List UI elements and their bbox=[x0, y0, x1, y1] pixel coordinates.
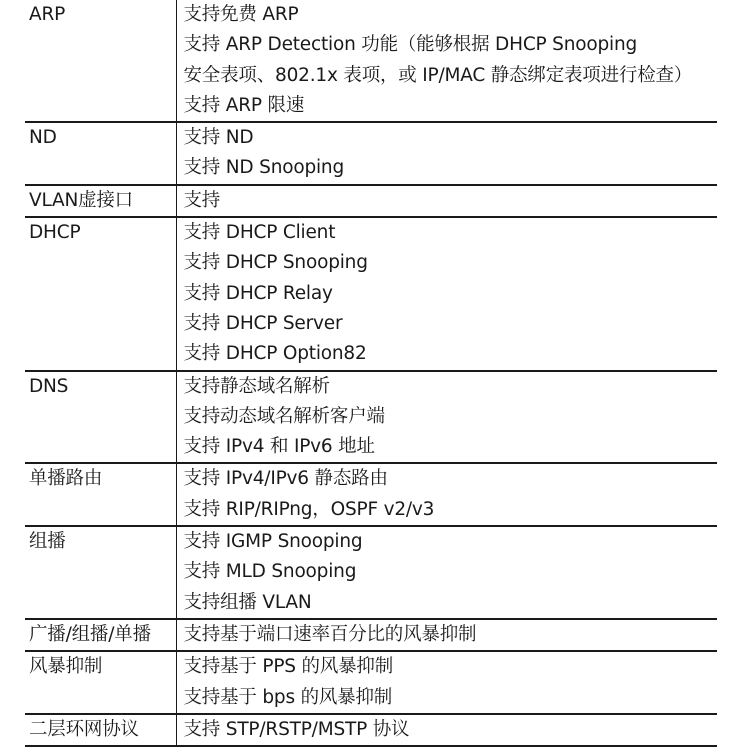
feature-category-cell bbox=[25, 122, 176, 185]
table-row bbox=[25, 651, 717, 714]
table-row bbox=[25, 0, 717, 122]
feature-category-cell bbox=[25, 714, 176, 746]
table-row bbox=[25, 714, 717, 746]
feature-description-line: 支持 ARP Detection 功能（能够根据 DHCP Snooping bbox=[183, 34, 638, 56]
table-row bbox=[25, 463, 717, 526]
feature-category-label: 组播 bbox=[29, 531, 66, 553]
feature-description-cell bbox=[176, 526, 717, 619]
feature-category-label: ARP bbox=[29, 4, 66, 25]
feature-description-cell bbox=[176, 122, 717, 185]
feature-description-line: 支持 DHCP Option82 bbox=[183, 343, 367, 365]
table-row bbox=[25, 122, 717, 185]
feature-spec-table-body bbox=[25, 0, 717, 746]
feature-description-line: 支持 DHCP Server bbox=[183, 312, 343, 334]
feature-category-cell bbox=[25, 526, 176, 619]
feature-description-cell bbox=[176, 463, 717, 526]
table-row bbox=[25, 185, 717, 217]
feature-category-cell bbox=[25, 185, 176, 217]
feature-category-cell bbox=[25, 217, 176, 370]
feature-description-line: 支持 ARP 限速 bbox=[183, 94, 305, 116]
table-row bbox=[25, 371, 717, 464]
feature-description-cell bbox=[176, 714, 717, 746]
feature-description-cell bbox=[176, 619, 717, 651]
feature-category-label: 风暴抑制 bbox=[29, 656, 103, 678]
feature-category-cell bbox=[25, 463, 176, 526]
table-row bbox=[25, 619, 717, 651]
feature-category-label: 单播路由 bbox=[29, 468, 103, 490]
feature-description-line: 支持基于端口速率百分比的风暴抑制 bbox=[183, 623, 477, 645]
feature-category-cell bbox=[25, 0, 176, 122]
feature-description-line: 支持 ND Snooping bbox=[183, 157, 345, 179]
table-row bbox=[25, 217, 717, 370]
feature-category-label: 广播/组播/单播 bbox=[29, 623, 151, 645]
feature-description-cell bbox=[176, 0, 717, 122]
feature-category-cell bbox=[25, 619, 176, 651]
feature-description-line: 支持 DHCP Snooping bbox=[183, 252, 368, 274]
feature-description-line: 支持 MLD Snooping bbox=[183, 561, 357, 583]
feature-description-line: 支持静态域名解析 bbox=[183, 375, 330, 397]
feature-description-line: 支持基于 PPS 的风暴抑制 bbox=[183, 656, 394, 678]
feature-category-label: DNS bbox=[29, 375, 69, 397]
feature-description-cell bbox=[176, 217, 717, 370]
feature-description-line: 支持 RIP/RIPng，OSPF v2/v3 bbox=[183, 498, 435, 520]
feature-description-cell bbox=[176, 371, 717, 464]
feature-description-line: 支持 bbox=[183, 189, 221, 211]
feature-category-cell bbox=[25, 371, 176, 464]
feature-description-line: 支持 IPv4 和 IPv6 地址 bbox=[183, 436, 375, 458]
feature-description-line: 支持基于 bps 的风暴抑制 bbox=[183, 686, 393, 708]
feature-category-label: ND bbox=[29, 127, 57, 149]
feature-category-label: VLAN虚接口 bbox=[29, 189, 133, 211]
feature-description-line: 支持 ND bbox=[183, 127, 254, 149]
feature-description-line: 支持 IPv4/IPv6 静态路由 bbox=[183, 468, 388, 490]
feature-description-line: 支持组播 VLAN bbox=[183, 591, 312, 613]
feature-description-line: 支持动态域名解析客户端 bbox=[183, 405, 385, 427]
feature-description-line: 支持 STP/RSTP/MSTP 协议 bbox=[183, 718, 410, 740]
feature-category-label: DHCP bbox=[29, 222, 81, 244]
feature-category-cell bbox=[25, 651, 176, 714]
feature-description-cell bbox=[176, 651, 717, 714]
feature-description-line: 支持 DHCP Client bbox=[183, 222, 336, 244]
feature-description-line: 支持免费 ARP bbox=[183, 4, 299, 25]
feature-description-line: 支持 IGMP Snooping bbox=[183, 531, 363, 553]
feature-description-line: 支持 DHCP Relay bbox=[183, 282, 333, 304]
feature-category-label: 二层环网协议 bbox=[29, 718, 139, 740]
feature-description-line: 安全表项、802.1x 表项，或 IP/MAC 静态绑定表项进行检查） bbox=[183, 64, 693, 86]
feature-description-cell bbox=[176, 185, 717, 217]
table-row bbox=[25, 526, 717, 619]
feature-spec-table bbox=[25, 0, 717, 747]
